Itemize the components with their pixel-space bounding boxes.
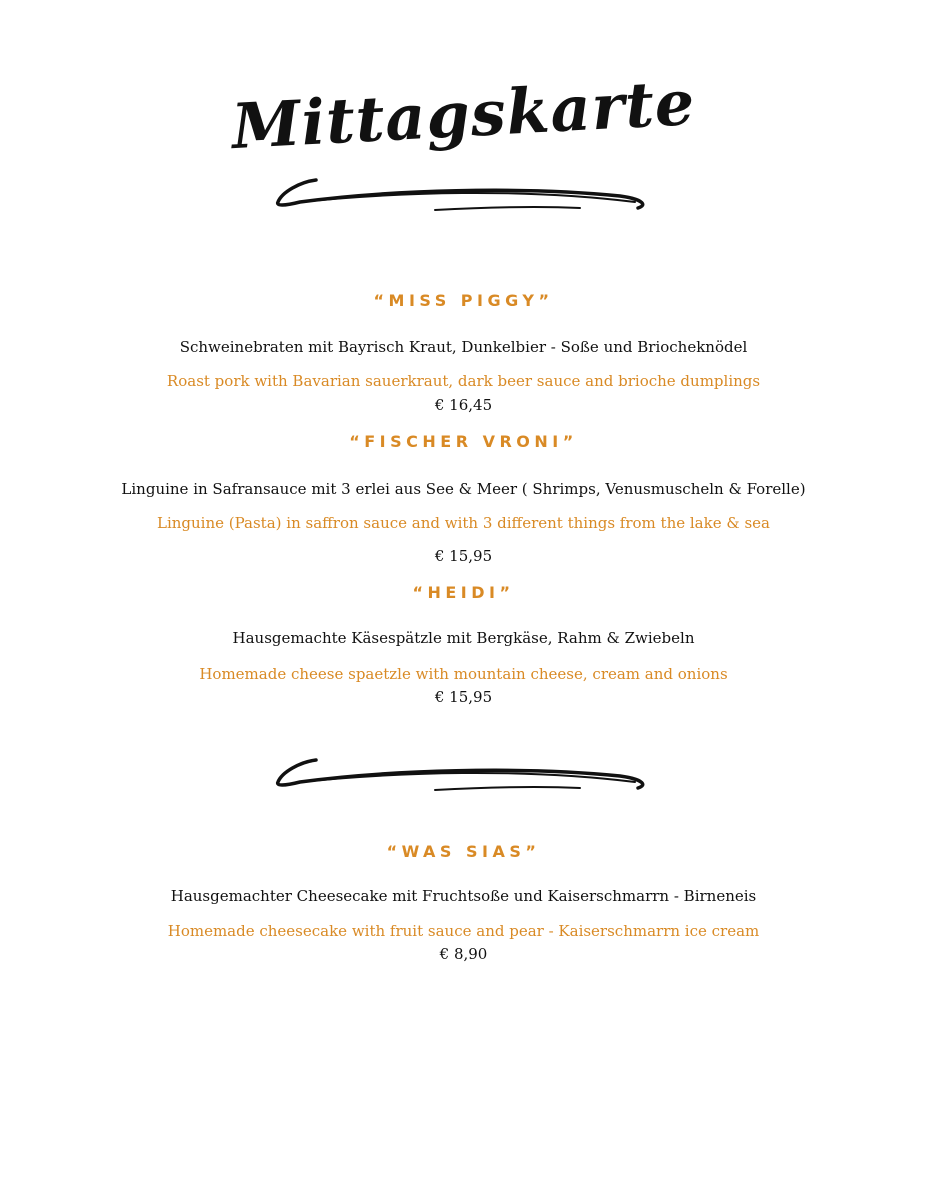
decorative-swash-divider <box>270 752 650 802</box>
dish-name: “HEIDI” <box>412 583 515 602</box>
dish-price: € 8,90 <box>439 945 488 963</box>
dish-price: € 15,95 <box>434 547 493 565</box>
dish-description-de: Hausgemachte Käsespätzle mit Bergkäse, Rahm & Zwiebeln <box>232 629 695 647</box>
dish-price: € 16,45 <box>434 396 493 414</box>
dish-name: “WAS SIAS” <box>386 842 541 861</box>
dish-name: “FISCHER VRONI” <box>349 432 578 451</box>
dish-description-en: Roast pork with Bavarian sauerkraut, dark beer sauce and brioche dumplings <box>166 372 761 390</box>
menu-title: Mittagskarte <box>230 65 697 164</box>
dish-description-de: Linguine in Safransauce mit 3 erlei aus See & Meer ( Shrimps, Venusmuscheln & Forelle) <box>121 480 806 498</box>
dish-description-en: Homemade cheese spaetzle with mountain cheese, cream and onions <box>199 665 728 683</box>
dish-description-en: Homemade cheesecake with fruit sauce and pear - Kaiserschmarrn ice cream <box>167 922 760 940</box>
dish-description-de: Hausgemachter Cheesecake mit Fruchtsoße und Kaiserschmarrn - Birneneis <box>170 887 757 905</box>
decorative-swash-divider <box>270 172 650 222</box>
dish-name: “MISS PIGGY” <box>373 291 554 310</box>
dish-price: € 15,95 <box>434 688 493 706</box>
dish-description-en: Linguine (Pasta) in saffron sauce and with 3 different things from the lake & sea <box>156 514 770 532</box>
dish-description-de: Schweinebraten mit Bayrisch Kraut, Dunkelbier - Soße und Briocheknödel <box>179 338 748 356</box>
